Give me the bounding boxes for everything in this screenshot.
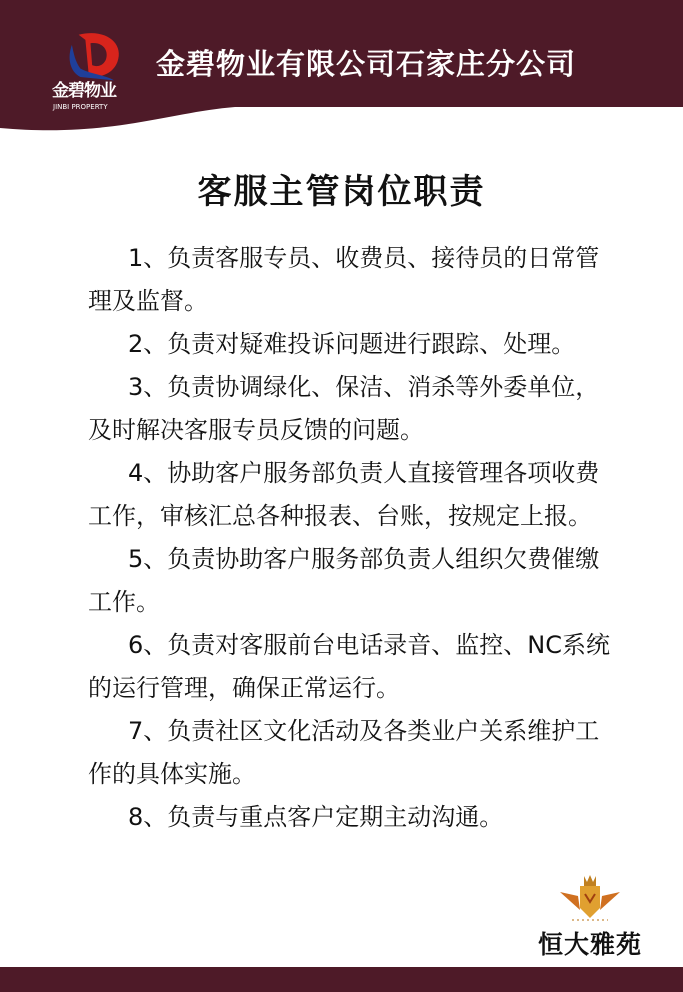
duty-list <box>88 237 610 839</box>
company-name: 金碧物业有限公司石家庄分公司 <box>156 47 577 81</box>
duty-item: 5、负责协助客户服务部负责人组织欠费催缴工作。 <box>88 545 600 616</box>
duty-item: 4、协助客户服务部负责人直接管理各项收费工作，审核汇总各种报表、台账，按规定上报。 <box>88 459 600 530</box>
header-band <box>0 0 683 140</box>
duty-item: 3、负责协调绿化、保洁、消杀等外委单位，及时解决客服专员反馈的问题。 <box>88 373 600 444</box>
duty-item: 6、负责对客服前台电话录音、监控、NC系统的运行管理，确保正常运行。 <box>88 631 610 702</box>
logo-text-cn: 金碧物业 <box>52 81 116 101</box>
logo-text-en: JINBI PROPERTY <box>53 103 108 111</box>
duty-item: 7、负责社区文化活动及各类业户关系维护工作的具体实施。 <box>88 717 600 788</box>
brand-name: 恒大雅苑 <box>537 930 642 959</box>
duty-item: 2、负责对疑难投诉问题进行跟踪、处理。 <box>128 330 576 358</box>
page-title: 客服主管岗位职责 <box>197 172 486 212</box>
duty-item: 8、负责与重点客户定期主动沟通。 <box>128 803 504 831</box>
brand-mark <box>530 872 650 960</box>
jinbi-logo-icon <box>48 28 138 82</box>
footer-band <box>0 967 683 992</box>
crest-emblem-icon <box>558 872 622 928</box>
duty-item: 1、负责客服专员、收费员、接待员的日常管理及监督。 <box>88 244 600 315</box>
